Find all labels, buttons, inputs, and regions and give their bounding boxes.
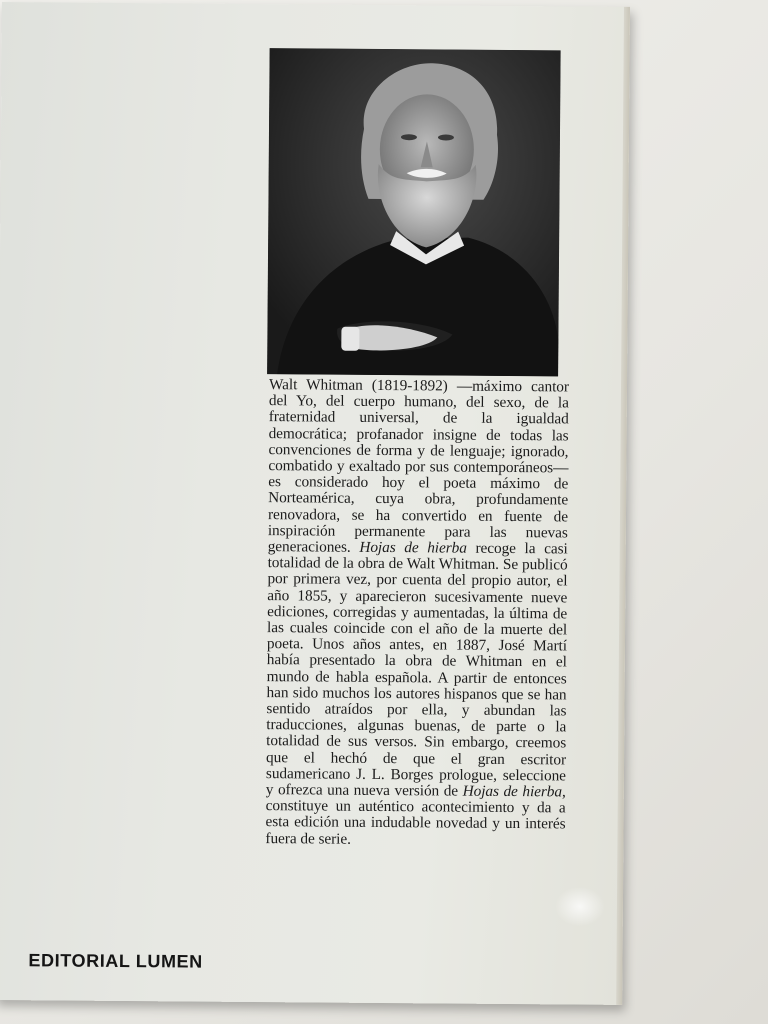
description-part-3: , constituye un auténtico acontecimiento y da a esta edición una indudable novedad y un interés fuera de serie. bbox=[265, 783, 566, 848]
description-part-1: Walt Whitman (1819-1892) —máximo cantor del Yo, del cuerpo humano, del sexo, de la fraternidad universal, de la igualdad democrática; profanador insigne de todas las convenciones de forma y de lenguaje; ignorado, combatido y exaltado por sus contemporáneos— es considerado hoy el poeta máximo de Norteamérica, cuya obra, profundamente renovadora, se ha convertido en fuente de inspiración permanente para las nuevas generaciones. bbox=[267, 376, 570, 556]
author-portrait bbox=[267, 48, 561, 376]
book-description bbox=[265, 377, 569, 849]
book-back-cover bbox=[0, 2, 630, 1005]
book-title-italic-1: Hojas de hierba bbox=[359, 538, 467, 557]
description-part-2: recoge la casi totalidad de la obra de Walt Whitman. Se publicó por primera vez, por cuenta del propio autor, el año 1855, y aparecieron sucesivamente nueve ediciones, corregidas y aumentadas, la última de las cuales coincide con el año de la muerte del poeta. Unos años antes, en 1887, José Martí había presentado la obra de Whitman en el mundo de habla española. A partir de entonces han sido muchos los autores hispanos que se han sentido atraídos por ella, y abundan las traducciones, algunas buenas, de parte o la totalidad de sus versos. Sin embargo, creemos que el hechó de que el gran escritor sudamericano J. L. Borges prologue, seleccione y ofrezca una nueva versión de bbox=[265, 539, 568, 800]
book-title-italic-2: Hojas de hierba bbox=[462, 782, 563, 801]
cover-wear-mark bbox=[555, 886, 605, 926]
portrait-illustration bbox=[267, 48, 561, 376]
publisher-name: EDITORIAL LUMEN bbox=[28, 950, 203, 972]
